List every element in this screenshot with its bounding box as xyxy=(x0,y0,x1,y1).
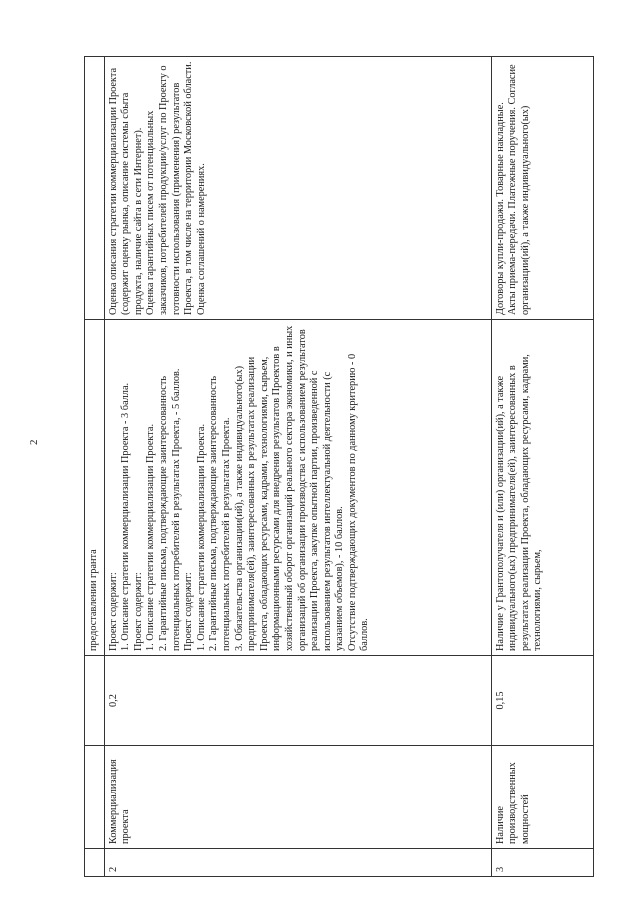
cell-criterion-text: предоставлении гранта xyxy=(85,320,105,656)
criterion-line: 3. Обязательства организации(ий), а также индивидуального(ых) предпринимателя(ей), заинтересованных в результатах реализации Проекта, обладающих ресурсами, кадрами, технологиями, сырьем, информационными ресурсами для внедрения результатов Проектов в хозяйственный оборот организаций реального сектора экономики, и иных организаций об организации производства с использованием результатов реализации Проекта, закупке опытной партии, произведенной с использованием результатов интеллектуальной деятельности (с указанием объемов), - 10 баллов. xyxy=(233,325,346,651)
cell-number: 3 xyxy=(491,849,593,877)
criterion-line: Наличие у Грантополучателя и (или) организации(ий), а также индивидуального(ых) предпринимателя(ей), заинтересованных в результатах реализации Проекта, обладающих ресурсами, кадрами, технологиями, сырьем, xyxy=(494,354,544,651)
documents-line: Оценка гарантийных писем от потенциальных заказчиков, потребителей продукции/услуг по Проекту о готовности использования (применения) результатов Проекта, в том числе на территории Московской области. xyxy=(145,61,195,315)
cell-weight: 0,15 xyxy=(491,656,593,746)
cell-criterion-text xyxy=(104,320,491,656)
criterion-line: 1. Описание стратегии коммерциализации Проекта - 3 балла. xyxy=(120,382,132,651)
cell-weight xyxy=(85,656,105,746)
evaluation-criteria-table xyxy=(84,56,594,877)
cell-documents xyxy=(104,57,491,320)
criterion-line: Проект содержит: xyxy=(183,572,195,651)
cell-weight: 0,2 xyxy=(104,656,491,746)
rotated-page-content xyxy=(84,57,612,877)
cell-number xyxy=(85,849,105,877)
documents-line: Договоры купли-продажи. Товарные накладные. xyxy=(494,102,506,315)
cell-criterion-name xyxy=(85,746,105,849)
cell-criterion-name: Коммерциализация проекта xyxy=(104,746,491,849)
criterion-line: 2. Гарантийные письма, подтверждающие заинтересованность потенциальных потребителей в результатах Проекта. xyxy=(208,375,232,651)
documents-line: Оценка описания стратегии коммерциализации Проекта (содержит оценку рынка, описание системы сбыта продукта, наличие сайта в сети Интернет). xyxy=(107,67,144,315)
criterion-line: 2. Гарантийные письма, подтверждающие заинтересованность потенциальных потребителей в результатах Проекта, - 5 баллов. xyxy=(157,368,182,651)
criterion-line: 1. Описание стратегии коммерциализации Проекта. xyxy=(145,423,157,651)
criterion-line: Отсутствие подтверждающих документов по данному критерию - 0 баллов. xyxy=(346,353,371,651)
cell-documents xyxy=(491,57,593,320)
documents-line: Акты приема-передачи. Платежные поручения. Согласие организации(ий), а также индивидуального(ых) xyxy=(507,64,531,315)
cell-documents xyxy=(85,57,105,320)
cell-criterion-text xyxy=(491,320,593,656)
cell-number: 2 xyxy=(104,849,491,877)
cell-criterion-name: Наличие производственных мощностей xyxy=(491,746,593,849)
documents-line: Оценка соглашений о намерениях. xyxy=(195,163,207,315)
table-row xyxy=(104,57,491,877)
table-row xyxy=(491,57,593,877)
table-row xyxy=(85,57,105,877)
page-number: 2 xyxy=(28,439,40,445)
criterion-line: Проект содержит: xyxy=(132,572,144,651)
criterion-line: Проект содержит: xyxy=(107,572,119,651)
criterion-line: 1. Описание стратегии коммерциализации Проекта. xyxy=(195,423,207,651)
